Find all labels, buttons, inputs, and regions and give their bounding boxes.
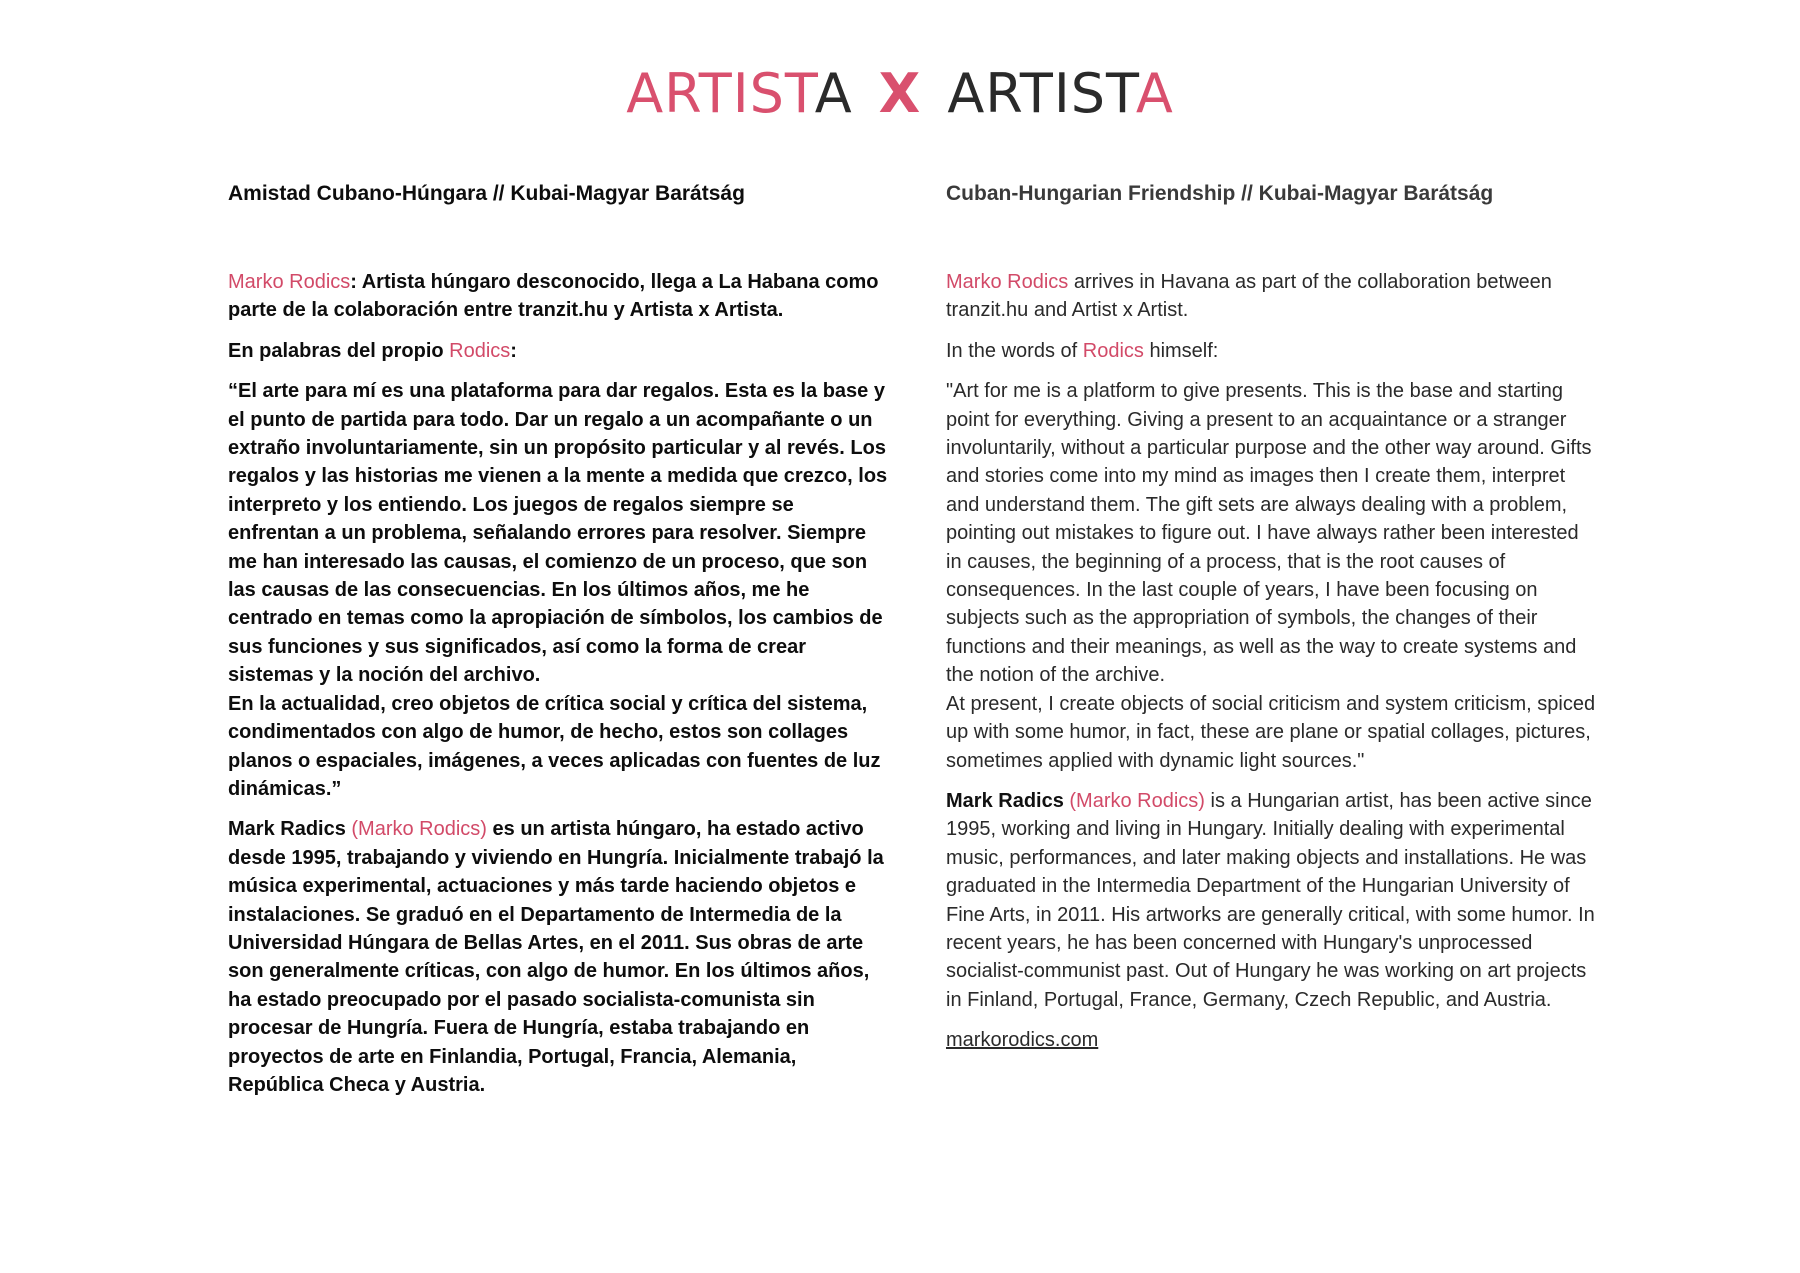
english-quote <box>946 377 1596 775</box>
english-bio <box>946 787 1596 1014</box>
spanish-quote-part1: “El arte para mí es una plataforma para dar regalos. Esta es la base y el punto de partida para todo. Dar un regalo a un acompañante o un extraño involuntariamente, sin un propósito particular y al revés. Los regalos y las historias me vienen a la mente a medida que crezco, los interpreto y los entiendo. Los juegos de regalos siempre se enfrentan a un problema, señalando errores para resolver. Siempre me han interesado las causas, el comienzo de un proceso, que son las causas de las consecuencias. En los últimos años, me he centrado en temas como la apropiación de símbolos, los cambios de sus funciones y sus significados, así como la forma de crear sistemas y la noción del archivo. <box>228 380 888 687</box>
artista-x-artista-logo <box>0 62 1800 125</box>
spanish-intro <box>228 268 888 325</box>
english-heading: Cuban-Hungarian Friendship // Kubai-Magyar Barátság <box>946 182 1494 205</box>
spanish-bio-alias: (Marko Rodics) <box>351 818 487 841</box>
spanish-bio-text: es un artista húngaro, ha estado activo desde 1995, trabajando y viviendo en Hungría. Inicialmente trabajó la música experimental, actuaciones y más tarde haciendo objetos e instalaciones. Se graduó en el Departamento de Intermedia de la Universidad Húngara de Bellas Artes, en el 2011. Sus obras de arte son generalmente críticas, con algo de humor. En los últimos años, ha estado preocupado por el pasado socialista-comunista sin procesar de Hungría. Fuera de Hungría, estaba trabajando en proyectos de arte en Finlandia, Portugal, Francia, Alemania, República Checa y Austria. <box>228 818 884 1096</box>
spanish-words-of <box>228 337 888 365</box>
spanish-bio <box>228 815 888 1099</box>
english-quote-part2: At present, I create objects of social criticism and system criticism, spiced up with some humor, in fact, these are plane or spatial collages, pictures, sometimes applied with dynamic light sources." <box>946 692 1596 772</box>
english-words-name: Rodics <box>1082 339 1144 362</box>
english-words-of <box>946 337 1596 365</box>
spanish-heading: Amistad Cubano-Húngara // Kubai-Magyar Barátság <box>228 182 745 205</box>
english-words-end: himself: <box>1143 339 1219 362</box>
english-words-text: In the words of <box>946 339 1083 362</box>
spanish-intro-text: : Artista húngaro desconocido, llega a La Habana como parte de la colaboración entre tranzit.hu y Artista x Artista. <box>228 271 879 322</box>
spanish-quote-part2: En la actualidad, creo objetos de crítica social y crítica del sistema, condimentados con algo de humor, de hecho, estos son collages planos o espaciales, imágenes, a veces aplicadas con fuentes de luz dinámicas.” <box>228 692 881 800</box>
website-link[interactable]: markorodics.com <box>946 1029 1099 1052</box>
english-quote-part1: "Art for me is a platform to give presents. This is the base and starting point for everything. Giving a present to an acquaintance or a stranger involuntarily, without a particular purpose and the other way around. Gifts and stories come into my mind as images then I create them, interpret and understand them. The gift sets are always dealing with a problem, pointing out mistakes to figure out. I have always rather been interested in causes, the beginning of a process, that is the root causes of consequences. In the last couple of years, I have been focusing on subjects such as the appropriation of symbols, the changes of their functions and their meanings, as well as the way to create systems and the notion of the archive. <box>946 380 1592 687</box>
spanish-words-text: En palabras del propio <box>228 339 450 362</box>
english-intro-text: arrives in Havana as part of the collaboration between tranzit.hu and Artist x Artist. <box>946 271 1552 322</box>
english-bio-text: is a Hungarian artist, has been active since 1995, working and living in Hungary. Initially dealing with experimental music, performances, and later making objects and installations. He was graduated in the Intermedia Department of the Hungarian University of Fine Arts, in 2011. His artworks are generally critical, with some humor. In recent years, he has been concerned with Hungary's unprocessed socialist-communist past. Out of Hungary he was working on art projects in Finland, Portugal, France, Germany, Czech Republic, and Austria. <box>946 789 1595 1011</box>
english-website-line <box>946 1026 1596 1054</box>
spanish-intro-name: Marko Rodics <box>228 271 351 293</box>
english-intro <box>946 268 1596 325</box>
spanish-words-name: Rodics <box>449 339 511 362</box>
english-column <box>946 180 1596 1067</box>
english-bio-alias: (Marko Rodics) <box>1069 789 1205 812</box>
english-intro-name: Marko Rodics <box>946 271 1069 293</box>
logo-left-dark: A <box>814 62 853 125</box>
logo-right-pink: A <box>1135 62 1174 125</box>
spanish-words-end: : <box>510 339 517 362</box>
logo-right-dark: ARTIST <box>947 62 1136 125</box>
spanish-bio-name: Mark Radics <box>228 818 352 841</box>
spanish-column <box>228 180 888 1111</box>
logo-left-pink: ARTIST <box>626 62 815 125</box>
spanish-quote <box>228 377 888 803</box>
logo-x: X <box>878 62 922 125</box>
english-bio-name: Mark Radics <box>946 789 1070 812</box>
